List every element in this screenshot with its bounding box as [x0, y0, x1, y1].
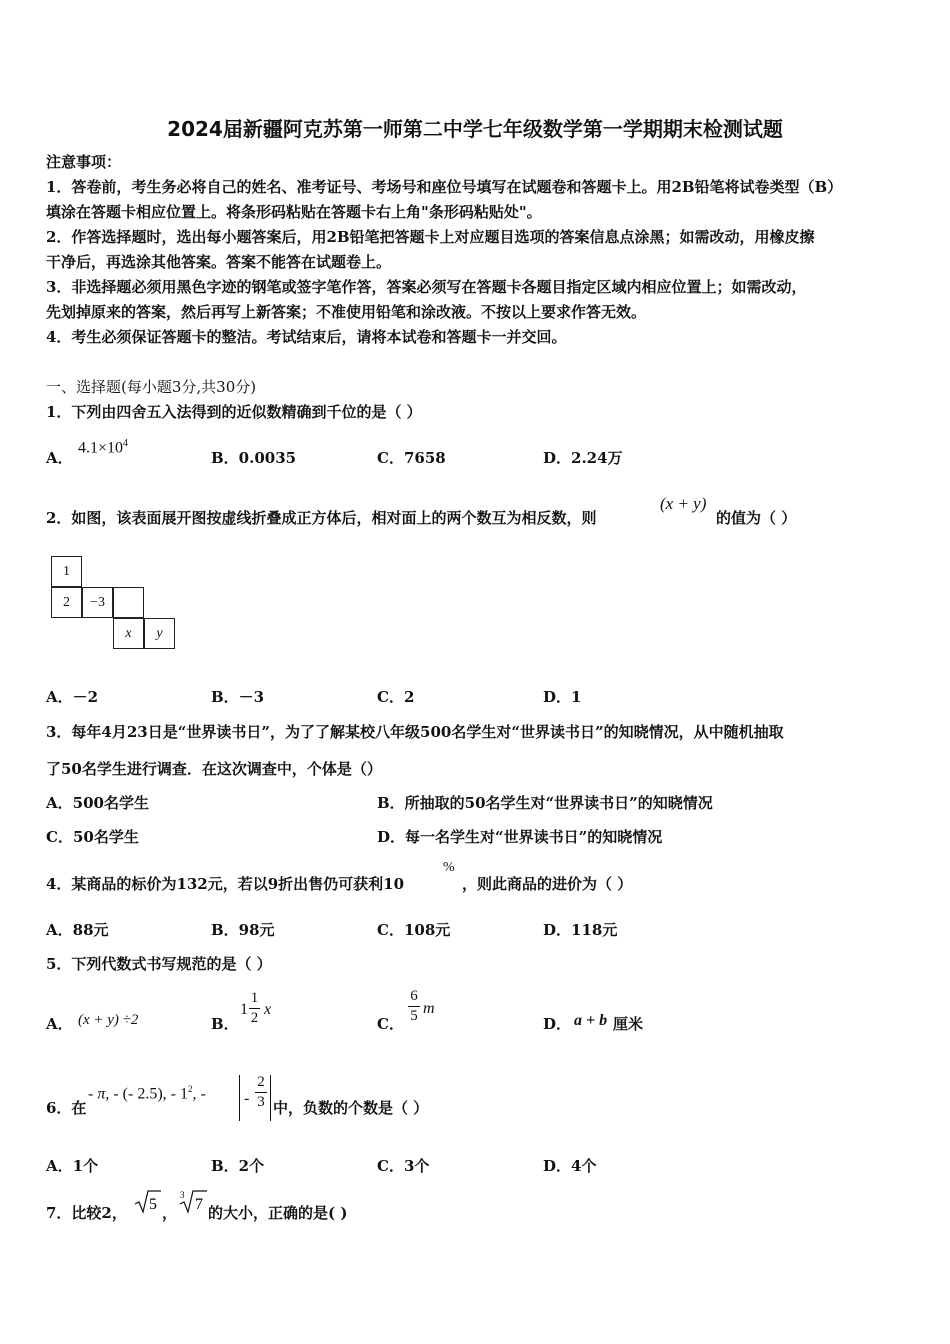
q7-comma: ， [162, 1204, 178, 1222]
fraction-numerator: 2 [257, 1074, 265, 1090]
q5-b-whole: 1 [240, 1001, 248, 1018]
q4-option-c: C．108元 [377, 921, 451, 939]
question-3-stem-cont: 了50名学生进行调查．在这次调查中，个体是（） [46, 760, 382, 778]
radicand-7: 7 [195, 1196, 203, 1213]
notice-line: 4．考生必须保证答题卡的整洁。考试结束后，请将本试卷和答题卡一并交回。 [46, 328, 567, 346]
notice-line: 2．作答选择题时，选出每小题答案后，用2B铅笔把答题卡上对应题目选项的答案信息点涂黑；如需改动，用橡皮擦 [46, 228, 815, 246]
notice-heading: 注意事项： [46, 153, 122, 171]
question-3-stem: 3．每年4月23日是“世界读书日”，为了了解某校八年级500名学生对“世界读书日”的知晓情况，从中随机抽取 [46, 723, 784, 741]
q6-expression: - π, - (- 2.5), - $1^2$, - [88, 1084, 206, 1103]
q5-b-variable: x [264, 1001, 272, 1018]
net-cell-empty [113, 587, 144, 618]
q5-option-d-math: a + b [574, 1012, 608, 1029]
exam-title: 2024届新疆阿克苏第一师第二中学七年级数学第一学期期末检测试题 [167, 117, 783, 141]
cube-root-7-symbol [178, 1188, 208, 1214]
q5-option-a-math: (x + y) ÷2 [78, 1012, 139, 1028]
q1-option-a-label: A． [46, 449, 73, 467]
question-4-stem-end: ，则此商品的进价为（ ） [462, 875, 633, 893]
question-2-stem: 2．如图，该表面展开图按虚线折叠成正方体后，相对面上的两个数互为相反数，则 [46, 509, 597, 527]
question-1-stem: 1．下列由四舍五入法得到的近似数精确到千位的是（ ） [46, 403, 422, 421]
net-cell: y [144, 618, 175, 649]
fraction-numerator: 1 [250, 990, 259, 1006]
fraction-denominator: 3 [257, 1094, 265, 1110]
net-cell: x [113, 618, 144, 649]
q3-option-a: A．500名学生 [46, 794, 149, 812]
cube-net-figure [48, 556, 183, 654]
fraction-numerator: 6 [410, 988, 418, 1004]
q5-option-b-label: B． [211, 1015, 239, 1033]
q5-b-fraction [249, 990, 260, 1027]
q4-option-a: A．88元 [46, 921, 109, 939]
radicand-5: 5 [149, 1196, 157, 1213]
q5-c-variable: m [423, 1000, 435, 1017]
q1-option-b: B．0.0035 [211, 449, 297, 467]
q4-percent: % [443, 860, 455, 875]
q3-option-c: C．50名学生 [46, 828, 139, 846]
q6-frac-sign: - [244, 1090, 250, 1107]
question-2-stem-end: 的值为（ ） [716, 509, 797, 527]
question-7-stem-end: 的大小，正确的是( ) [208, 1204, 348, 1222]
q4-option-d: D．118元 [543, 921, 618, 939]
question-6-stem: 6．在 [46, 1099, 87, 1117]
question-6-stem-end: 中，负数的个数是（ ） [273, 1099, 429, 1117]
notice-line: 干净后，再选涂其他答案。答案不能答在试题卷上。 [46, 253, 392, 271]
net-cell: −3 [82, 587, 113, 618]
q5-c-fraction [408, 988, 420, 1025]
notice-line: 1．答卷前，考生务必将自己的姓名、准考证号、考场号和座位号填写在试题卷和答题卡上。用2B铅笔将试卷类型（B） [46, 178, 843, 196]
question-7-stem: 7．比较2， [46, 1204, 127, 1222]
net-cell: 2 [51, 587, 82, 618]
question-4-stem: 4．某商品的标价为132元，若以9折出售仍可获利10 [46, 875, 405, 893]
q4-option-b: B．98元 [211, 921, 275, 939]
sqrt-5-symbol [134, 1189, 162, 1215]
q5-option-c-label: C． [377, 1015, 404, 1033]
absolute-value-bar-right [270, 1075, 271, 1121]
q2-option-b: B．－3 [211, 688, 265, 706]
q6-option-d: D．4个 [543, 1157, 597, 1175]
q2-expression: (x + y) [660, 494, 707, 513]
q2-option-a: A．－2 [46, 688, 99, 706]
q6-option-b: B．2个 [211, 1157, 265, 1175]
fraction-denominator: 5 [410, 1008, 418, 1024]
q2-option-c: C．2 [377, 688, 415, 706]
q2-option-d: D．1 [543, 688, 582, 706]
fraction-denominator: 2 [250, 1010, 259, 1026]
q3-option-d: D．每一名学生对“世界读书日”的知晓情况 [377, 828, 663, 846]
q1-option-a-math: $4.1\times 10^4$ [78, 438, 129, 457]
q6-option-a: A．1个 [46, 1157, 99, 1175]
section-heading: 一、选择题(每小题3分,共30分) [46, 378, 257, 396]
notice-line: 填涂在答题卡相应位置上。将条形码粘贴在答题卡右上角"条形码粘贴处"。 [46, 203, 542, 221]
q3-option-b: B．所抽取的50名学生对“世界读书日”的知晓情况 [377, 794, 713, 812]
q6-option-c: C．3个 [377, 1157, 430, 1175]
q6-fraction [255, 1074, 267, 1111]
notice-line: 3．非选择题必须用黑色字迹的钢笔或签字笔作答，答案必须写在答题卡各题目指定区域内相应位置上；如需改动， [46, 278, 807, 296]
net-cell: 1 [51, 556, 82, 587]
q5-option-d-label: D． [543, 1015, 572, 1033]
question-5-stem: 5．下列代数式书写规范的是（ ） [46, 955, 272, 973]
absolute-value-bar-left [239, 1075, 240, 1121]
q1-option-d: D．2.24万 [543, 449, 623, 467]
q5-option-d-unit: 厘米 [613, 1015, 644, 1033]
q1-option-c: C．7658 [377, 449, 446, 467]
notice-line: 先划掉原来的答案，然后再写上新答案；不准使用铅笔和涂改液。不按以上要求作答无效。 [46, 303, 647, 321]
root-index: 3 [180, 1190, 185, 1200]
q5-option-a-label: A． [46, 1015, 73, 1033]
